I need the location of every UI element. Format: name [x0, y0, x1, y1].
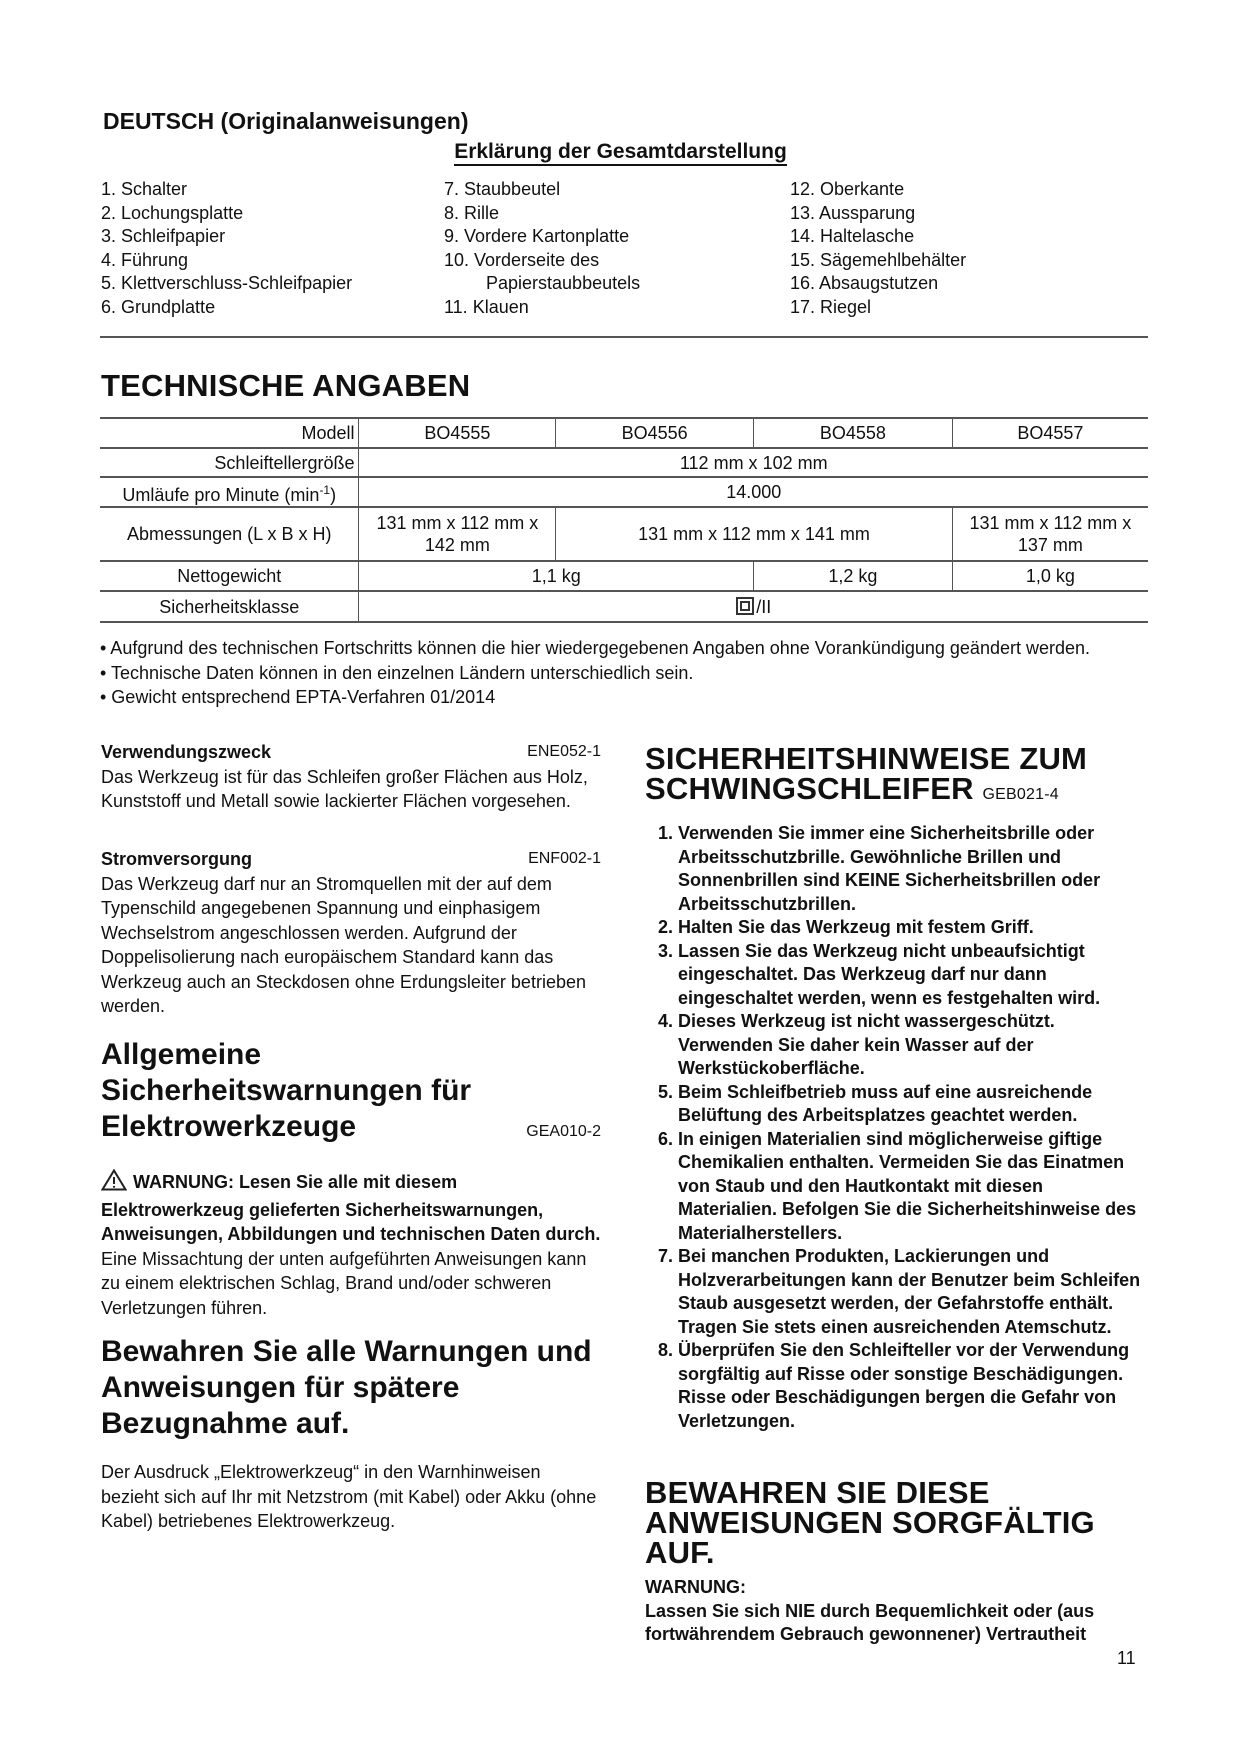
warning-bold-text: WARNUNG: Lesen Sie alle mit diesem Elektrowerkzeug gelieferten Sicherheitswarnungen, Anweisungen, Abbildungen und technischen Daten durch.	[101, 1172, 601, 1244]
warning-text: Eine Missachtung der unten aufgeführten Anweisungen kann zu einem elektrischen Schlag, Brand und/oder schweren Verletzungen führen.	[101, 1248, 587, 1318]
part-item: 8. Rille	[444, 202, 500, 223]
spec-value: 14.000	[359, 477, 1148, 507]
note-item: • Technische Daten können in den einzelnen Ländern unterschiedlich sein.	[100, 662, 694, 683]
keep-text: Der Ausdruck „Elektrowerkzeug“ in den Warnhinweisen bezieht sich auf Ihr mit Netzstrom (mit Kabel) oder Akku (ohne Kabel) betriebenes Elektrowerkzeug.	[101, 1462, 597, 1531]
usage-heading	[101, 740, 601, 765]
spec-value: 131 mm x 112 mm x 142 mm	[359, 507, 556, 561]
power-heading	[101, 847, 601, 872]
warning-label: WARNUNG:	[645, 1577, 746, 1597]
part-item: 1. Schalter	[101, 179, 188, 199]
page-number: 11	[1117, 1648, 1136, 1668]
general-safety-heading-line: Elektrowerkzeuge	[101, 1110, 357, 1143]
save-instructions-heading: BEWAHREN SIE DIESE ANWEISUNGEN SORGFÄLTIG AUF.	[645, 1475, 1095, 1570]
part-item: 14. Haltelasche	[790, 226, 915, 246]
spec-row-dimensions	[100, 507, 1148, 561]
spec-label	[100, 477, 359, 507]
note-item: • Aufgrund des technischen Fortschritts können die hier wiedergegebenen Angaben ohne Vorankündigung geändert werden.	[100, 638, 1091, 658]
power-text: Das Werkzeug darf nur an Stromquellen mit der auf dem Typenschild angegebenen Spannung und einphasigem Wechselstrom angeschlossen werden. Aufgrund der Doppelisolierung nach europäischem Standard kann das Werkzeug auch an Steckdosen ohne Erdungsleiter betrieben werden.	[101, 873, 586, 1016]
list-item: 6. In einigen Materialien sind möglicherweise giftige Chemikalien enthalten. Vermeiden Sie das Einatmen von Staub und den Hautkontakt mit diesen Materialien. Befolgen Sie die Sicherheitshinweise des Materialherstellers.	[658, 1128, 1137, 1243]
save-instructions-section	[645, 1475, 1145, 1647]
sander-safety-section	[645, 741, 1145, 1433]
list-item: 5. Beim Schleifbetrieb muss auf eine ausreichende Belüftung des Arbeitsplatzes geachtet werden.	[658, 1081, 1093, 1125]
model-cell: BO4555	[359, 418, 556, 448]
overview-title-text: Erklärung der Gesamtdarstellung	[454, 140, 787, 166]
part-item: 17. Riegel	[790, 296, 872, 317]
general-safety-heading	[101, 1037, 601, 1150]
tech-heading: TECHNISCHE ANGABEN	[101, 368, 471, 403]
general-safety-section	[101, 1037, 601, 1320]
rpm-label-sup: -1	[319, 482, 331, 497]
list-item: 2. Halten Sie das Werkzeug mit festem Griff.	[658, 917, 1034, 937]
spec-row-weight	[100, 561, 1148, 591]
usage-text: Das Werkzeug ist für das Schleifen großer Flächen aus Holz, Kunststoff und Metall sowie lackierter Flächen vorgesehen.	[101, 766, 588, 811]
part-item: 4. Führung	[101, 249, 189, 270]
rpm-label-close: )	[330, 484, 337, 505]
power-title: Stromversorgung	[101, 849, 253, 869]
part-item: 5. Klettverschluss-Schleifpapier	[101, 273, 353, 293]
spec-value: 131 mm x 112 mm x 137 mm	[952, 507, 1148, 561]
sander-safety-code: GEB021-4	[982, 786, 1059, 803]
spec-value: 112 mm x 102 mm	[359, 448, 1148, 477]
sander-safety-list	[645, 822, 1145, 1433]
section-divider	[100, 336, 1148, 338]
usage-code: ENE052-1	[527, 743, 601, 760]
spec-label: Abmessungen (L x B x H)	[100, 507, 359, 561]
power-section	[101, 847, 601, 1019]
keep-heading: Bewahren Sie alle Warnungen und Anweisungen für spätere Bezugnahme auf.	[101, 1335, 592, 1440]
sander-safety-heading-row	[645, 771, 1145, 810]
spec-label: Sicherheitsklasse	[100, 591, 359, 622]
part-item: Papierstaubbeutels	[486, 273, 641, 293]
spec-row-rpm	[100, 477, 1148, 507]
power-code: ENF002-1	[528, 850, 601, 867]
spec-table	[100, 417, 1148, 623]
spec-value	[359, 591, 1148, 622]
part-item: 7. Staubbeutel	[444, 179, 561, 199]
spec-row-pad-size	[100, 448, 1148, 477]
spec-row-safety-class	[100, 591, 1148, 622]
warning-text: Lassen Sie sich NIE durch Bequemlichkeit oder (aus fortwährendem Gebrauch gewonnener) Vertrautheit	[645, 1600, 1095, 1644]
part-item: 3. Schleifpapier	[101, 226, 226, 246]
keep-section	[101, 1334, 601, 1534]
note-item: • Gewicht entsprechend EPTA-Verfahren 01/2014	[100, 687, 496, 707]
part-item: 13. Aussparung	[790, 202, 916, 223]
overview-title	[0, 140, 1241, 164]
tech-notes	[100, 636, 1140, 710]
list-item: 3. Lassen Sie das Werkzeug nicht unbeaufsichtigt eingeschaltet. Das Werkzeug darf nur dann eingeschaltet werden, wenn es festgehalten wird.	[658, 940, 1101, 1008]
list-item: 8. Überprüfen Sie den Schleifteller vor der Verwendung sorgfältig auf Risse oder sonstige Beschädigungen. Risse oder Beschädigungen bergen die Gefahr von Verletzungen.	[658, 1340, 1130, 1431]
language-heading: DEUTSCH (Originalanweisungen)	[103, 108, 469, 134]
model-cell: BO4556	[556, 418, 754, 448]
spec-label: Nettogewicht	[100, 561, 359, 591]
part-item: 6. Grundplatte	[101, 296, 216, 317]
part-item: 15. Sägemehlbehälter	[790, 249, 967, 270]
general-safety-heading-line: Allgemeine	[101, 1038, 262, 1071]
part-item: 2. Lochungsplatte	[101, 202, 244, 223]
warning-triangle-icon	[101, 1169, 127, 1198]
part-item: 16. Absaugstutzen	[790, 273, 939, 293]
model-cell: BO4558	[753, 418, 952, 448]
spec-row-model	[100, 418, 1148, 448]
spec-label: Schleiftellergröße	[100, 448, 359, 477]
usage-section	[101, 740, 601, 814]
safety-class-value: /II	[756, 596, 772, 617]
parts-column-3	[790, 178, 966, 319]
spec-value: 1,1 kg	[359, 561, 754, 591]
part-item: 11. Klauen	[444, 296, 529, 317]
sander-safety-heading	[645, 741, 1145, 810]
general-safety-heading-row	[101, 1109, 601, 1150]
sander-safety-heading-line: SCHWINGSCHLEIFER	[645, 771, 974, 806]
rpm-label-text: Umläufe pro Minute (min	[122, 484, 320, 505]
double-insulation-icon	[736, 597, 754, 615]
parts-column-2	[444, 178, 640, 319]
spec-value: 131 mm x 112 mm x 141 mm	[556, 507, 953, 561]
part-item: 10. Vorderseite des	[444, 249, 600, 270]
general-safety-code: GEA010-2	[526, 1123, 601, 1140]
model-cell: BO4557	[952, 418, 1148, 448]
spec-value: 1,0 kg	[952, 561, 1148, 591]
usage-title: Verwendungszweck	[101, 742, 272, 762]
list-item: 4. Dieses Werkzeug ist nicht wassergeschützt. Verwenden Sie daher kein Wasser auf der Werkstückoberfläche.	[658, 1011, 1055, 1078]
list-item: 1. Verwenden Sie immer eine Sicherheitsbrille oder Arbeitsschutzbrille. Gewöhnliche Brillen und Sonnenbrillen sind KEINE Sicherheitsbrillen oder Arbeitsschutzbrillen.	[658, 823, 1101, 914]
spec-label: Modell	[100, 418, 359, 448]
list-item: 7. Bei manchen Produkten, Lackierungen und Holzverarbeitungen kann der Benutzer beim Schleifen Staub ausgesetzt werden, der Gefahrstoffe enthält. Tragen Sie stets einen ausreichenden Atemschutz.	[658, 1246, 1141, 1337]
spec-value: 1,2 kg	[753, 561, 952, 591]
part-item: 12. Oberkante	[790, 179, 905, 199]
sander-safety-heading-line: SICHERHEITSHINWEISE ZUM	[645, 741, 1088, 776]
part-item: 9. Vordere Kartonplatte	[444, 226, 630, 246]
parts-column-1	[101, 178, 352, 319]
general-safety-heading-line: Sicherheitswarnungen für	[101, 1074, 472, 1107]
general-safety-warning	[101, 1169, 601, 1320]
